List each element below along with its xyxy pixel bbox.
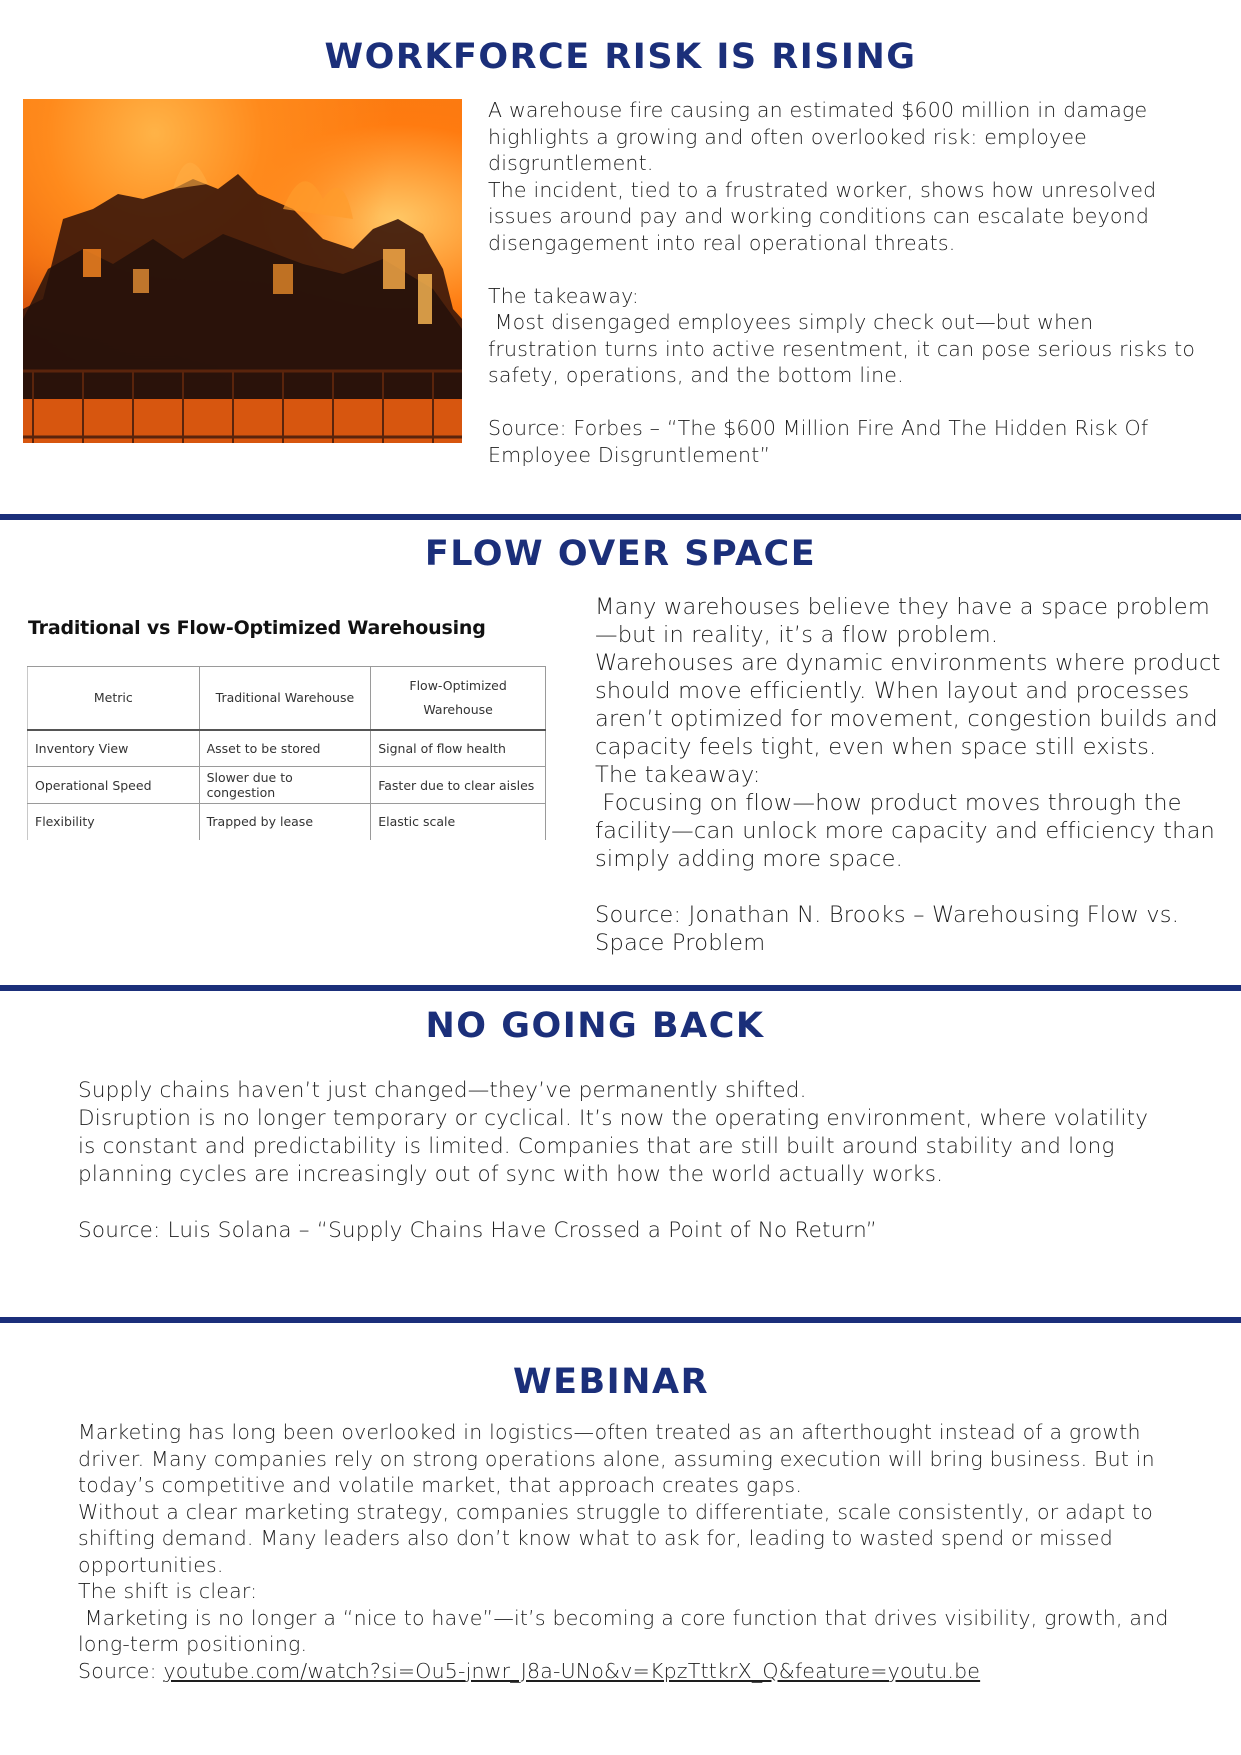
- paragraph: [78, 1189, 1158, 1217]
- table-header: Metric: [28, 667, 200, 730]
- comparison-table: [27, 666, 546, 840]
- workforce-risk-text: [488, 97, 1200, 468]
- paragraph: Many warehouses believe they have a space problem—but in reality, it’s a flow problem.: [595, 594, 1210, 648]
- table-cell: Trapped by lease: [199, 804, 371, 840]
- table-cell: Asset to be stored: [199, 730, 371, 767]
- table-cell: Flexibility: [28, 804, 200, 840]
- table-cell: Slower due to congestion: [199, 767, 371, 804]
- flow-over-space-text: [595, 593, 1230, 957]
- section-heading-no-going-back: NO GOING BACK: [425, 1006, 765, 1046]
- no-going-back-text: [78, 1077, 1158, 1245]
- table-cell: Operational Speed: [28, 767, 200, 804]
- table-header: [371, 667, 546, 730]
- section-heading-webinar: WEBINAR: [512, 1362, 710, 1402]
- paragraph: [488, 389, 1200, 416]
- section-divider: [0, 1317, 1241, 1323]
- source-text: Source: Forbes – “The $600 Million Fire And The Hidden Risk Of Employee Disgruntlement”: [488, 416, 1155, 467]
- paragraph: The shift is clear:: [78, 1579, 258, 1603]
- source-line: [78, 1658, 1198, 1685]
- paragraph: Supply chains haven’t just changed—they’ve permanently shifted.: [78, 1078, 807, 1103]
- paragraph: Warehouses are dynamic environments where product should move efficiently. When layout and processes aren’t optimized for movement, congestion builds and capacity feels tight, even when space still exists.: [595, 650, 1228, 760]
- section-heading-flow-over-space: FLOW OVER SPACE: [424, 534, 817, 574]
- section-divider: [0, 985, 1241, 991]
- paragraph: Focusing on flow—how product moves through the facility—can unlock more capacity and efficiency than simply adding more space.: [595, 790, 1223, 872]
- table-cell: Faster due to clear aisles: [371, 767, 546, 804]
- paragraph: The takeaway:: [488, 283, 640, 308]
- section-heading-workforce-risk: WORKFORCE RISK IS RISING: [324, 37, 917, 77]
- table-header: Traditional Warehouse: [199, 667, 371, 730]
- warehouse-fire-image: [23, 99, 462, 443]
- paragraph: Most disengaged employees simply check out—but when frustration turns into active resentment, it can pose serious risks to safety, operations, and the bottom line.: [488, 310, 1202, 387]
- table-cell: Signal of flow health: [371, 730, 546, 767]
- paragraph: Marketing has long been overlooked in logistics—often treated as an afterthought instead of a growth driver. Many companies rely on strong operations alone, assuming execution will bring business. But in today’s competitive and volatile market, that approach creates gaps.: [78, 1420, 1162, 1497]
- paragraph: [488, 256, 1200, 283]
- table-cell: Elastic scale: [371, 804, 546, 840]
- section-divider: [0, 514, 1241, 520]
- webinar-text: [78, 1419, 1198, 1684]
- table-row: [28, 767, 546, 804]
- source-text: Source: Jonathan N. Brooks – Warehousing Flow vs. Space Problem: [595, 902, 1187, 956]
- source-text: Source: Luis Solana – “Supply Chains Have Crossed a Point of No Return”: [78, 1218, 878, 1243]
- paragraph: The takeaway:: [595, 762, 761, 788]
- paragraph: A warehouse fire causing an estimated $600 million in damage highlights a growing and often overlooked risk: employee disgruntlement.: [488, 98, 1155, 175]
- paragraph: Marketing is no longer a “nice to have”—it’s becoming a core function that drives visibility, growth, and long-term positioning.: [78, 1605, 1176, 1656]
- table-row: [28, 804, 546, 840]
- table-header-row: [28, 667, 546, 730]
- table-cell: Inventory View: [28, 730, 200, 767]
- paragraph: Without a clear marketing strategy, companies struggle to differentiate, scale consistently, or adapt to shifting demand. Many leaders also don’t know what to ask for, leading to wasted spend or missed opportunities.: [78, 1499, 1160, 1577]
- warehouse-fire-illustration: [23, 99, 462, 443]
- table-row: [28, 730, 546, 767]
- table-header-text: Flow-Optimized Warehouse: [409, 677, 507, 717]
- webinar-source-link[interactable]: youtube.com/watch?si=Ou5-jnwr_J8a-UNo&v=KpzTttkrX_Q&feature=youtu.be: [163, 1658, 981, 1683]
- paragraph: The incident, tied to a frustrated worker, shows how unresolved issues around pay and working conditions can escalate beyond disengagement into real operational threats.: [488, 177, 1164, 255]
- table-title: Traditional vs Flow-Optimized Warehousing: [28, 617, 486, 639]
- source-label: Source:: [78, 1658, 164, 1683]
- paragraph: Disruption is no longer temporary or cyclical. It’s now the operating environment, where volatility is constant and predictability is limited. Companies that are still built around stability and long planning cycles are increasingly out of sync with how the world actually works.: [78, 1106, 1156, 1187]
- paragraph: [595, 873, 1230, 901]
